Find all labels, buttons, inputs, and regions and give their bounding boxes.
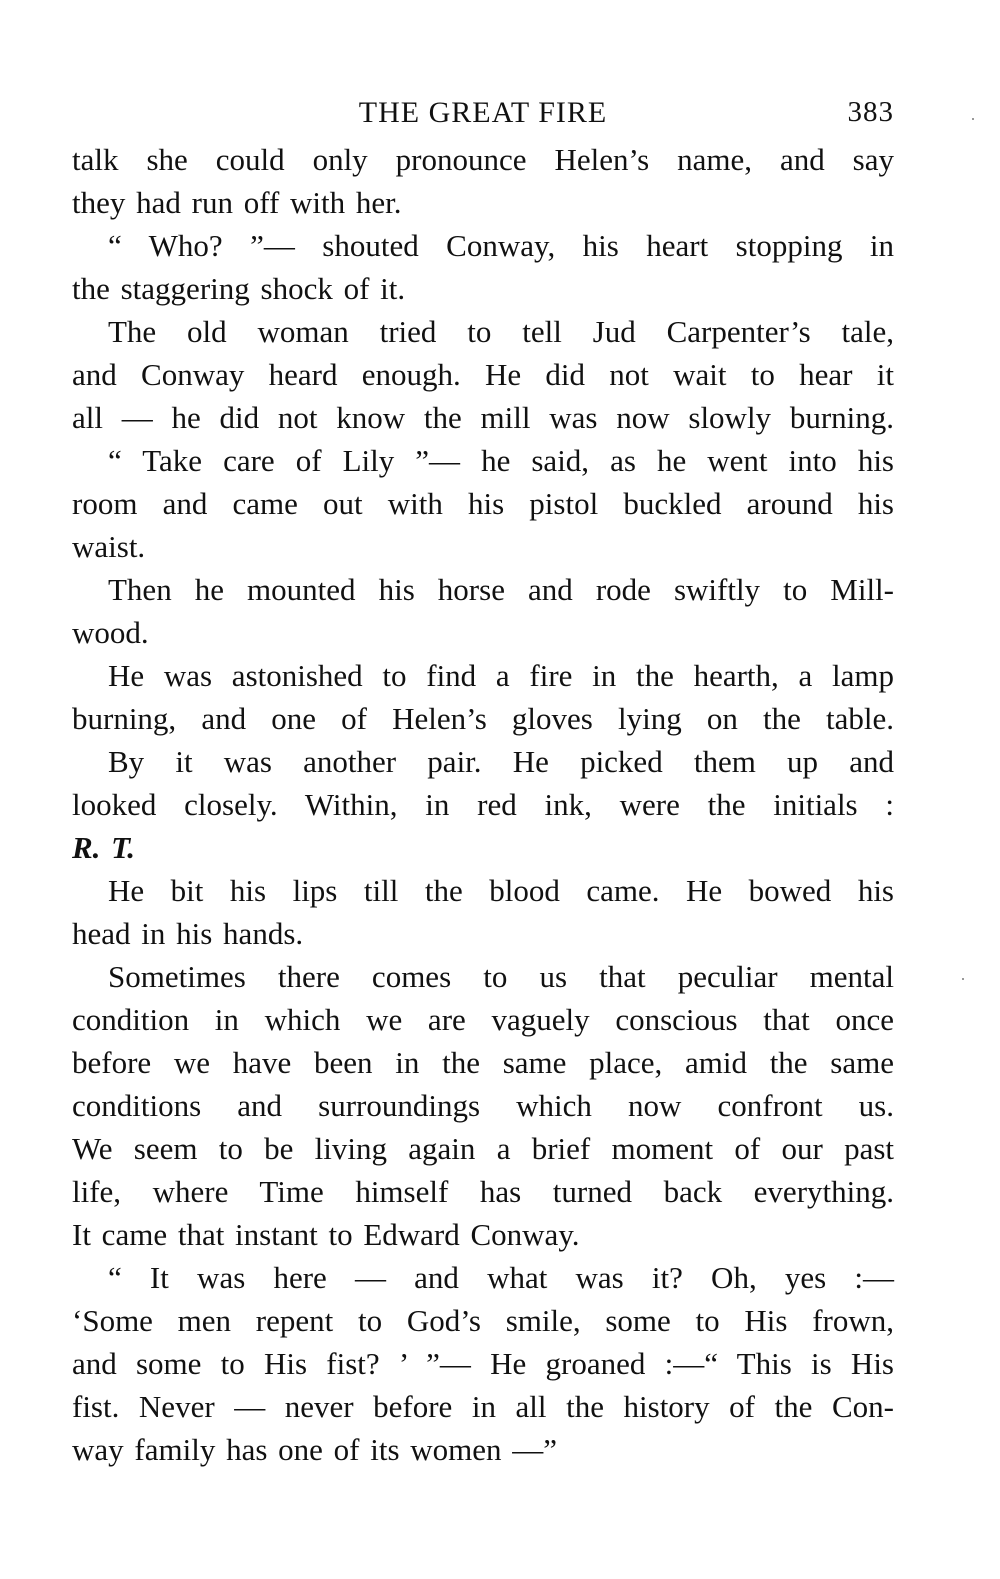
paragraph-line: and some to His fist? ’ ”— He groaned :—“ This is His <box>72 1346 894 1381</box>
paragraph: Then he mounted his horse and rode swiftly to Mill- <box>108 572 894 607</box>
paragraph-line: conditions and surroundings which now confront us. <box>72 1088 894 1123</box>
paragraph-line: fist. Never — never before in all the history of the Con- <box>72 1389 894 1424</box>
paragraph: talk she could only pronounce Helen’s name, and say <box>72 142 894 177</box>
paragraph-end: all — he did not know the mill was now slowly burning. <box>72 400 894 435</box>
paragraph-line: looked closely. Within, in red ink, were the initials : <box>72 787 894 822</box>
paragraph: He bit his lips till the blood came. He bowed his <box>108 873 894 908</box>
paragraph: Sometimes there comes to us that peculiar mental <box>108 959 894 994</box>
paragraph: “ It was here — and what was it? Oh, yes :— <box>108 1260 894 1295</box>
paragraph-end: wood. <box>72 615 149 650</box>
paragraph-line: ‘Some men repent to God’s smile, some to His frown, <box>72 1303 894 1338</box>
initials-text: R. T. <box>72 830 136 865</box>
paragraph-line: before we have been in the same place, amid the same <box>72 1045 894 1080</box>
paragraph-end: they had run off with her. <box>72 185 402 220</box>
page-header <box>72 88 894 138</box>
paragraph-line: and Conway heard enough. He did not wait to hear it <box>72 357 894 392</box>
paragraph-end: It came that instant to Edward Conway. <box>72 1217 580 1252</box>
paragraph: “ Take care of Lily ”— he said, as he went into his <box>108 443 894 478</box>
paragraph-end: burning, and one of Helen’s gloves lying on the table. <box>72 701 894 736</box>
running-title: THE GREAT FIRE <box>358 96 608 129</box>
paragraph-line: life, where Time himself has turned back everything. <box>72 1174 894 1209</box>
initials <box>72 826 894 869</box>
paragraph-end: waist. <box>72 529 146 564</box>
paragraph-end: head in his hands. <box>72 916 304 951</box>
paragraph: “ Who? ”— shouted Conway, his heart stopping in <box>108 228 894 263</box>
paragraph-line: room and came out with his pistol buckled around his <box>72 486 894 521</box>
paragraph-line: We seem to be living again a brief moment of our past <box>72 1131 894 1166</box>
paragraph: The old woman tried to tell Jud Carpenter’s tale, <box>108 314 894 349</box>
paragraph-end: way family has one of its women —” <box>72 1432 558 1467</box>
page-speck <box>962 978 964 980</box>
paragraph: By it was another pair. He picked them up and <box>108 744 894 779</box>
paragraph-line: condition in which we are vaguely conscious that once <box>72 1002 894 1037</box>
page-speck <box>972 118 974 120</box>
paragraph-end: the staggering shock of it. <box>72 271 406 306</box>
paragraph: He was astonished to find a fire in the hearth, a lamp <box>108 658 894 693</box>
page-number: 383 <box>847 96 894 128</box>
body-text <box>72 138 894 1471</box>
book-page <box>72 88 894 1471</box>
